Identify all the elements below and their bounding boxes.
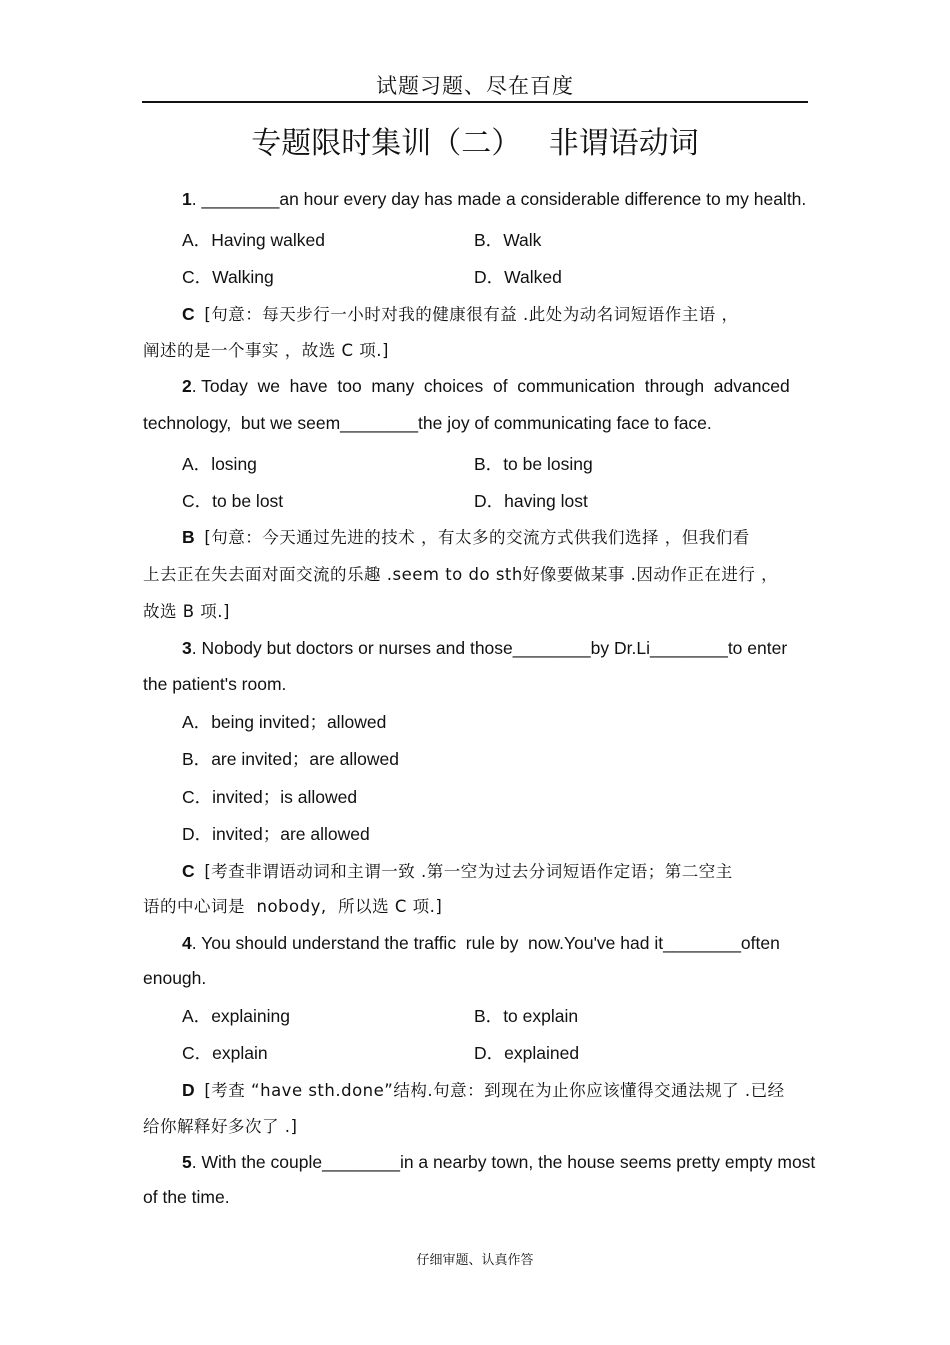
explanation-text: 给你解释好多次了 .] xyxy=(143,1117,298,1136)
option-text: explained xyxy=(504,1043,580,1063)
option-d: D．invited；are allowed xyxy=(182,824,370,844)
option-text: losing xyxy=(211,454,257,474)
question-stem-cont: technology, but we seem________the joy of communicating face to face. xyxy=(143,413,712,433)
answer-letter: D xyxy=(182,1080,195,1100)
option-b: B．to explain xyxy=(474,1006,579,1026)
option-a: A．Having walked xyxy=(182,230,325,250)
page-footer: 仔细审题、认真作答 xyxy=(416,1253,534,1268)
question-2: 2. Today we have too many choices of communication through advanced xyxy=(182,376,790,396)
explanation-text: 上去正在失去面对面交流的乐趣 .seem to do sth好像要做某事 .因动作正在进行 ， xyxy=(143,565,779,584)
explanation-text: [考查非谓语动词和主谓一致 .第一空为过去分词短语作定语；第二空主 xyxy=(204,862,733,881)
explanation-text: [考查 “have sth.done”结构.句意：到现在为止你应该懂得交通法规了 .已经 xyxy=(204,1081,785,1100)
explanation-text: 语的中心词是 nobody, 所以选 C 项.] xyxy=(143,897,443,916)
explanation-text: 阐述的是一个事实 ，故选 C 项.] xyxy=(143,341,389,360)
option-text: having lost xyxy=(504,491,588,511)
question-stem: With the couple________in a nearby town, the house seems pretty empty most xyxy=(201,1152,816,1172)
question-stem-cont: the patient's room. xyxy=(143,674,287,694)
option-text: to be losing xyxy=(503,454,593,474)
option-text: to be lost xyxy=(212,491,284,511)
question-5: 5. With the couple________in a nearby town, the house seems pretty empty most xyxy=(182,1152,816,1172)
option-b: B．to be losing xyxy=(474,454,593,474)
question-number: 2 xyxy=(182,376,192,396)
option-d: D．having lost xyxy=(474,491,588,511)
question-stem: ________an hour every day has made a considerable difference to my health. xyxy=(201,189,807,209)
question-number: 3 xyxy=(182,638,192,658)
option-c: C．explain xyxy=(182,1043,268,1063)
option-text: explaining xyxy=(211,1006,290,1026)
page-title: 专题限时集训（二） 非谓语动词 xyxy=(251,126,699,161)
question-number: 1 xyxy=(182,189,192,209)
page-header: 试题习题、尽在百度 xyxy=(376,74,574,98)
question-4: 4. You should understand the traffic rule by now.You've had it________often xyxy=(182,933,780,953)
option-text: explain xyxy=(212,1043,268,1063)
option-b: B．Walk xyxy=(474,230,542,250)
answer-explanation xyxy=(182,524,750,548)
question-stem: Nobody but doctors or nurses and those________by Dr.Li________to enter xyxy=(201,638,788,658)
question-3: 3. Nobody but doctors or nurses and those________by Dr.Li________to enter xyxy=(182,638,788,658)
answer-explanation xyxy=(182,1077,785,1101)
answer-explanation xyxy=(182,858,733,882)
option-c: C．to be lost xyxy=(182,491,284,511)
explanation-text: [句意：今天通过先进的技术 ，有太多的交流方式供我们选择 ，但我们看 xyxy=(204,528,750,547)
answer-letter: B xyxy=(182,527,195,547)
header-rule xyxy=(142,101,808,103)
question-stem: Today we have too many choices of communication through advanced xyxy=(201,376,790,396)
option-text: Walked xyxy=(504,267,562,287)
answer-letter: C xyxy=(182,861,195,881)
option-text: Walking xyxy=(212,267,274,287)
option-a: A．explaining xyxy=(182,1006,290,1026)
option-text: being invited；allowed xyxy=(211,712,387,732)
question-stem-cont: enough. xyxy=(143,968,207,988)
option-d: D．Walked xyxy=(474,267,562,287)
option-d: D．explained xyxy=(474,1043,580,1063)
option-c: C．invited；is allowed xyxy=(182,787,358,807)
question-stem-cont: of the time. xyxy=(143,1187,230,1207)
question-1: 1. ________an hour every day has made a considerable difference to my health. xyxy=(182,189,807,209)
question-number: 4 xyxy=(182,933,192,953)
option-text: are invited；are allowed xyxy=(211,749,399,769)
option-text: Walk xyxy=(503,230,542,250)
explanation-text: 故选 B 项.] xyxy=(143,602,230,621)
explanation-text: [句意：每天步行一小时对我的健康很有益 .此处为动名词短语作主语 ， xyxy=(204,305,739,324)
option-text: invited；is allowed xyxy=(212,787,358,807)
option-b: B．are invited；are allowed xyxy=(182,749,399,769)
option-a: A．being invited；allowed xyxy=(182,712,387,732)
question-number: 5 xyxy=(182,1152,192,1172)
option-text: invited；are allowed xyxy=(212,824,370,844)
option-a: A．losing xyxy=(182,454,257,474)
option-text: Having walked xyxy=(211,230,325,250)
question-stem: You should understand the traffic rule by now.You've had it________often xyxy=(201,933,780,953)
option-c: C．Walking xyxy=(182,267,274,287)
answer-letter: C xyxy=(182,304,195,324)
option-text: to explain xyxy=(503,1006,579,1026)
answer-explanation xyxy=(182,301,739,325)
